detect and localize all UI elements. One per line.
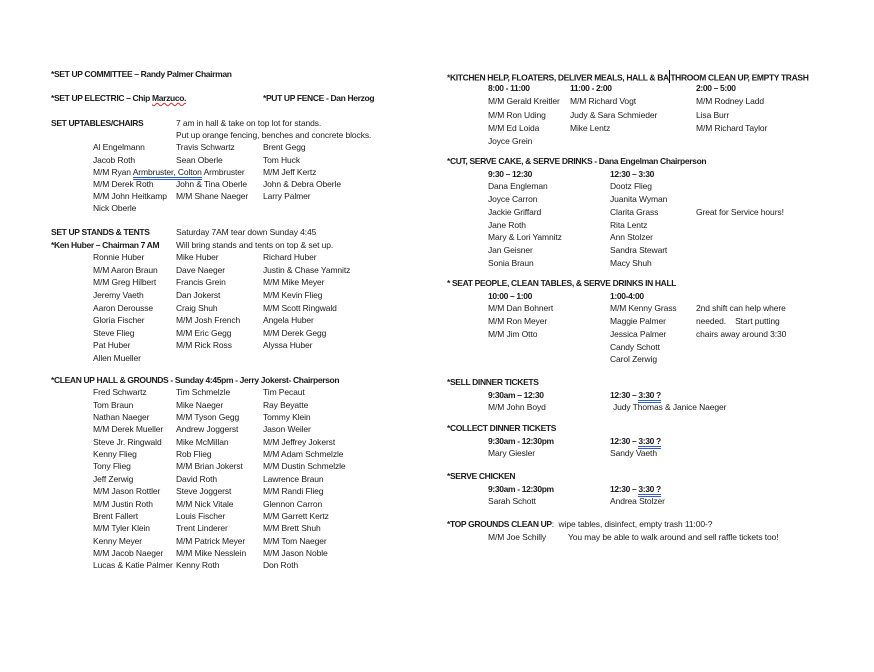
text-run: M/M Jeff Kertz: [263, 166, 317, 177]
text-run: *KITCHEN HELP, FLOATERS, DELIVER MEALS, HALL & BA: [447, 72, 669, 83]
text-run: Sandy Vaeth: [610, 448, 657, 459]
text-run: Kenny Roth: [176, 560, 220, 571]
text-run: M/M Garrett Kertz: [263, 510, 329, 521]
text-run: Jeff Zerwig: [93, 473, 134, 484]
text-run: M/M Kenny Grass: [610, 303, 677, 314]
grammar-underlined-text: Armbruster, Colton: [133, 167, 202, 180]
text-run: *SERVE CHICKEN: [447, 471, 516, 481]
text-run: Rob Flieg: [176, 449, 212, 460]
text-run: Glennon Carron: [263, 498, 323, 509]
text-run: Mike Naeger: [176, 399, 224, 410]
text-run: 12:30 –: [610, 483, 639, 494]
text-run: M/M Derek Gegg: [263, 327, 327, 338]
text-run: Angela Huber: [263, 315, 314, 326]
text-run: Craig Shuh: [176, 302, 218, 313]
text-run: 12:30 – 3:30: [610, 168, 655, 179]
text-run: M/M John Boyd: [488, 402, 546, 412]
text-run: Joyce Carron: [488, 194, 538, 205]
text-run: Steve Joggerst: [176, 486, 232, 497]
text-run: Richard Huber: [263, 252, 317, 263]
text-run: *SET UP COMMITTEE – Randy Palmer Chairman: [51, 69, 232, 79]
text-run: Saturday 7AM tear down Sunday 4:45: [176, 227, 317, 237]
text-run: 10:00 – 1:00: [488, 290, 533, 301]
text-run: Dootz Flieg: [610, 181, 652, 192]
text-run: Clarita Grass: [610, 206, 659, 217]
text-run: 12:30 –: [610, 389, 639, 400]
text-run: Nick Oberle: [93, 203, 137, 214]
text-run: You may be able to walk around and sell raffle tickets too!: [568, 532, 779, 542]
text-run: Will bring stands and tents on top & set up.: [176, 239, 334, 250]
text-run: M/M Scott Ringwald: [263, 302, 337, 313]
text-run: M/M Jim Otto: [488, 328, 538, 339]
text-run: 7 am in hall & take on top lot for stands.: [176, 118, 322, 128]
text-run: *PUT UP FENCE - Dan Herzog: [263, 93, 375, 103]
text-run: M/M Mike Nesslein: [176, 547, 247, 558]
text-run: Mary Giesler: [488, 448, 535, 459]
text-run: *CLEAN UP HALL & GROUNDS - Sunday 4:45pm - Jerry Jokerst- Chairperson: [51, 375, 340, 385]
text-run: chairs away around 3:30: [696, 328, 787, 339]
text-run: Trent Linderer: [176, 523, 228, 534]
text-run: Jane Roth: [488, 219, 526, 230]
text-run: Aaron Derousse: [93, 302, 154, 313]
text-run: Tommy Klein: [263, 412, 311, 423]
text-run: *SET UP ELECTRIC – Chip: [51, 93, 153, 103]
text-run: Pat Huber: [93, 340, 131, 351]
text-run: Allen Mueller: [93, 353, 141, 363]
text-run: M/M Dan Bohnert: [488, 303, 554, 314]
text-run: M/M Eric Gegg: [176, 327, 232, 338]
text-run: M/M Tyler Klein: [93, 523, 150, 534]
text-run: Kenny Meyer: [93, 535, 142, 546]
text-run: David Roth: [176, 473, 218, 484]
grammar-underlined-text: 3:30 ?: [638, 390, 660, 403]
text-run: Jeremy Vaeth: [93, 290, 144, 300]
text-run: M/M Jacob Naeger: [93, 547, 164, 558]
text-run: Jessica Palmer: [610, 328, 667, 339]
text-run: M/M Randi Flieg: [263, 486, 324, 497]
text-run: Andrea Stolzer: [610, 496, 665, 507]
text-run: [610, 484, 661, 495]
text-run: M/M Ron Meyer: [488, 316, 548, 327]
text-run: *Ken Huber – Chairman 7 AM: [51, 239, 160, 250]
text-run: M/M Nick Vitale: [176, 498, 234, 509]
text-run: M/M Shane Naeger: [176, 191, 249, 202]
text-run: 9:30am – 12:30: [488, 389, 544, 400]
text-run: Judy Thomas & Janice Naeger: [613, 402, 727, 412]
text-run: Juanita Wyman: [610, 194, 668, 205]
text-run: Steve Flieg: [93, 327, 135, 338]
text-run: 9:30am - 12:30pm: [488, 483, 554, 494]
text-run: Great for Service hours!: [696, 206, 784, 217]
text-run: Al Engelmann: [93, 142, 145, 153]
text-run: Alyssa Huber: [263, 340, 313, 351]
text-run: M/M Jason Rottler: [93, 486, 161, 497]
text-run: M/M Tyson Gegg: [176, 412, 240, 423]
text-run: M/M Derek Roth: [93, 179, 154, 189]
text-run: M/M Mike Meyer: [263, 277, 325, 288]
text-run: Justin & Chase Yamnitz: [263, 264, 351, 275]
text-run: Dana Engleman: [488, 181, 548, 192]
text-run: Armbruster: [201, 166, 245, 177]
text-run: Francis Grein: [176, 277, 226, 288]
text-run: Gloria Fischer: [93, 315, 145, 326]
text-run: Ray Beyatte: [263, 399, 309, 410]
text-run: John & Debra Oberle: [263, 179, 341, 189]
text-run: M/M Richard Taylor: [696, 122, 768, 133]
text-run: *TOP GROUNDS CLEAN UP: [447, 519, 552, 529]
text-run: Travis Schwartz: [176, 142, 235, 153]
text-run: Andrew Joggerst: [176, 424, 239, 435]
text-run: Maggie Palmer: [610, 316, 666, 327]
text-run: M/M Ed Loida: [488, 122, 540, 133]
text-run: Tony Flieg: [93, 461, 131, 472]
text-run: M/M Jason Noble: [263, 547, 328, 558]
text-run: 9:30am - 12:30pm: [488, 435, 554, 446]
text-run: M/M Rick Ross: [176, 340, 232, 351]
text-run: Judy & Sara Schmieder: [570, 109, 658, 120]
text-run: SET UPTABLES/CHAIRS: [51, 118, 144, 128]
text-run: [51, 93, 186, 104]
grammar-underlined-text: 3:30 ?: [638, 484, 660, 497]
text-run: Jason Weiler: [263, 424, 311, 435]
text-run: M/M Gerald Kreitler: [488, 96, 560, 107]
text-run: M/M Ron Uding: [488, 109, 546, 120]
text-run: Lucas & Katie Palmer: [93, 560, 173, 571]
text-run: Brent Fallert: [93, 510, 138, 521]
text-run: 12:30 –: [610, 435, 639, 446]
text-run: [610, 390, 661, 401]
text-run: 2nd shift can help where: [696, 303, 786, 314]
text-run: 9:30 – 12:30: [488, 168, 533, 179]
text-run: Don Roth: [263, 560, 299, 571]
text-run: Sonia Braun: [488, 257, 534, 268]
text-run: Tom Huck: [263, 154, 300, 165]
text-run: M/M Rodney Ladd: [696, 96, 764, 107]
text-run: 2:00 – 5:00: [696, 83, 736, 94]
text-run: : wipe tables, disinfect, empty trash 11:00-?: [551, 519, 713, 529]
text-run: Brent Gegg: [263, 142, 306, 153]
text-run: M/M Derek Mueller: [93, 424, 164, 435]
text-run: M/M Kevin Flieg: [263, 290, 323, 300]
text-run: THROOM CLEAN UP, EMPTY TRASH: [670, 72, 809, 83]
text-run: Louis Fischer: [176, 510, 226, 521]
text-run: *COLLECT DINNER TICKETS: [447, 423, 557, 433]
text-run: *CUT, SERVE CAKE, & SERVE DRINKS - Dana Engelman Chairperson: [447, 156, 707, 166]
text-run: Steve Jr. Ringwald: [93, 436, 162, 447]
text-run: M/M Brian Jokerst: [176, 461, 243, 472]
text-run: Lawrence Braun: [263, 473, 324, 484]
text-run: Candy Schott: [610, 341, 660, 352]
text-run: M/M Ryan: [93, 166, 133, 177]
text-run: Jacob Roth: [93, 154, 135, 165]
text-run: * SEAT PEOPLE, CLEAN TABLES, & SERVE DRINKS IN HALL: [447, 278, 677, 288]
text-run: needed. Start putting: [696, 316, 780, 327]
text-run: M/M Greg Hilbert: [93, 277, 157, 288]
text-run: Dan Jokerst: [176, 290, 221, 300]
text-run: Tim Schmelzle: [176, 387, 231, 398]
text-run: 8:00 - 11:00: [488, 83, 530, 94]
text-run: Kenny Flieg: [93, 449, 137, 460]
text-run: Mike McMillan: [176, 436, 229, 447]
text-run: Sarah Schott: [488, 496, 536, 507]
text-run: M/M Jeffrey Jokerst: [263, 436, 336, 447]
text-run: M/M Joe Schilly: [488, 532, 547, 542]
text-run: M/M Patrick Meyer: [176, 535, 246, 546]
text-run: Ann Stolzer: [610, 232, 653, 243]
spellcheck-underlined-text: Marzuco.: [152, 93, 187, 103]
text-run: Tim Pecaut: [263, 387, 305, 398]
text-run: Jan Geisner: [488, 244, 533, 255]
text-run: [447, 70, 809, 84]
text-run: M/M Aaron Braun: [93, 264, 158, 275]
text-run: Fred Schwartz: [93, 387, 147, 398]
text-run: 11:00 - 2:00: [570, 83, 612, 94]
text-run: M/M Dustin Schmelzle: [263, 461, 346, 472]
text-run: Tom Braun: [93, 399, 134, 410]
text-run: Lisa Burr: [696, 109, 730, 120]
text-run: John & Tina Oberle: [176, 179, 247, 189]
text-run: Put up orange fencing, benches and concrete blocks.: [176, 130, 372, 141]
text-run: M/M Tom Naeger: [263, 535, 327, 546]
text-run: Macy Shuh: [610, 257, 652, 268]
text-run: Sean Oberle: [176, 154, 223, 165]
text-run: Larry Palmer: [263, 191, 311, 202]
text-run: Ronnie Huber: [93, 252, 145, 263]
text-run: Carol Zerwig: [610, 354, 657, 365]
text-run: M/M John Heitkamp: [93, 191, 167, 202]
text-run: [93, 167, 245, 178]
text-run: 1:00-4:00: [610, 290, 644, 301]
text-run: Rita Lentz: [610, 219, 648, 230]
text-run: Nathan Naeger: [93, 412, 150, 423]
text-run: M/M Justin Roth: [93, 498, 153, 509]
text-run: Mike Huber: [176, 252, 219, 263]
text-run: M/M Brett Shuh: [263, 523, 321, 534]
text-run: Mike Lentz: [570, 122, 611, 133]
text-run: *SELL DINNER TICKETS: [447, 377, 539, 387]
text-run: Dave Naeger: [176, 264, 225, 275]
grammar-underlined-text: 3:30 ?: [638, 436, 660, 449]
text-run: [447, 519, 712, 530]
text-run: Joyce Grein: [488, 136, 533, 146]
text-run: [610, 436, 661, 447]
text-run: M/M Adam Schmelzle: [263, 449, 344, 460]
text-run: M/M Richard Vogt: [570, 96, 636, 107]
text-run: Sandra Stewart: [610, 244, 668, 255]
text-run: M/M Josh French: [176, 315, 241, 326]
text-run: SET UP STANDS & TENTS: [51, 227, 150, 237]
text-run: Mary & Lori Yamnitz: [488, 232, 562, 243]
text-run: Jackie Griffard: [488, 206, 542, 217]
